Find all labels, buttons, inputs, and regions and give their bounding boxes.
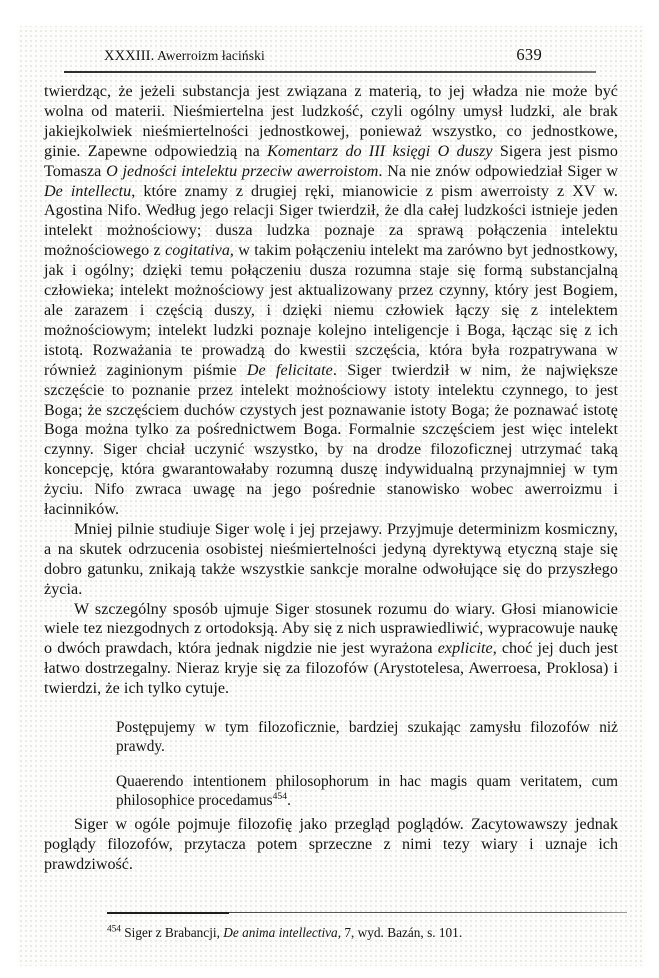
- page-margin-top: [0, 0, 659, 26]
- footnote-454: [107, 925, 607, 941]
- paragraph-1-text-3: . Na nie znów odpowiedział Siger w: [378, 162, 618, 180]
- footnote-number: 454: [107, 924, 121, 935]
- paragraph-1-text-2: Sigera jest pismo Tomasza: [44, 142, 618, 180]
- chapter-number: XXXIII.: [104, 48, 155, 64]
- work-title-komentarz: Komentarz do III księgi O duszy: [267, 142, 493, 160]
- paragraph-1-text-5: , w takim połączeniu intelekt ma zarówno byt jednostkowy, jak i ogólny; dzięki temu połączeniu dusza rozumna staje się formą substancjalną człowieka; intelekt możnościowy jest aktualizowany przez czynny, który jest Bogiem, ale zarazem i częścią duszy, i dzięki niemu człowiek łączy się z intelektem możnościowym; intelekt ludzki poznaje kolejno inteligencje i Boga, łącząc się z ich istotą. Rozważania te prowadzą do kwestii szczęścia, która była rozpatrywana w również zaginionym piśmie: [44, 242, 619, 379]
- blockquote-latin-period: .: [287, 792, 291, 810]
- blockquote-latin: [116, 772, 618, 811]
- term-cogitativa: cogitativa: [165, 242, 230, 260]
- paragraph-1-text-1: twierdząc, że jeżeli substancja jest związana z materią, to jej władza nie może być wolna od materii. Nieśmiertelna jest ludzkość, czyli ogólny umysł ludzki, ale brak jakiejkolwiek nieśmiertelności jednostkowej, ponieważ wszystko, co jednostkowe, ginie. Zapewne odpowiedzią na: [44, 83, 618, 160]
- paragraph-1-text-6: . Siger twierdził w nim, że największe szczęście to poznanie przez intelekt możnościowy istoty intelektu czynnego, to jest Boga; że szczęściem duchów czystych jest poznawanie istoty Boga; że poznawać istotę Boga można tylko za pośrednictwem Boga. Formalnie szczęściem jest więc intelekt czynny. Siger chciał uczynić wszystko, by na drodze filozoficznej utrzymać taką koncepcję, która gwarantowałaby rozumną duszę indywidualną przynajmniej w tym życiu. Nifo zwraca uwagę na jego pośrednie stanowisko wobec awerroizmu i łacinników.: [44, 361, 619, 519]
- paragraph-1: [44, 82, 618, 520]
- page-margin-left: [0, 0, 18, 978]
- work-title-de-intellectu: De intellectu: [44, 182, 132, 200]
- paragraph-1-text-4: , które znamy z drugiej ręki, mianowicie z pism awerroisty z XV w. Agostina Nifo. Według jego relacji Siger twierdził, że dla całej ludzkości istnieje jeden intelekt możnościowy; dusza ludzka poznaje za sprawą połączenia intelektu możnościowego z: [44, 182, 618, 260]
- paragraph-4: Siger w ogóle pojmuje filozofię jako przegląd poglądów. Zacytowawszy jednak poglądy filozofów, przytacza potem sprzeczne z nimi tezy wiary i uznaje ich prawdziwość.: [44, 816, 618, 873]
- paragraph-3-text-1: W szczególny sposób ujmuje Siger stosunek rozumu do wiary. Głosi mianowicie wiele tez niezgodnych z ortodoksją. Aby się z nich usprawiedliwić, wypracowuje naukę o dwóch prawdach, która jednak nigdzie nie jest wyrażona: [44, 600, 618, 658]
- work-title-de-felicitate: De felicitate: [246, 361, 333, 379]
- footnote-reference-454[interactable]: 454: [272, 791, 288, 803]
- blockquote-polish: [116, 718, 618, 757]
- page-margin-right: [645, 0, 659, 978]
- footnote-text-2: , 7, wyd. Bazán, s. 101.: [337, 925, 463, 940]
- footnote-work-title: De anima intellectiva: [223, 925, 338, 940]
- paragraph-3: [44, 600, 618, 700]
- running-head: [104, 45, 542, 65]
- paragraph-3-text-2: , choć jej duch jest łatwo dostrzegalny. Nieraz kryje się za filozofów (Arystotelesa, Awerroesa, Proklosa) i twierdzi, że ich tylko cytuje.: [44, 640, 619, 698]
- footnote-separator-rule: [107, 912, 229, 914]
- chapter-title: Awerroizm łaciński: [154, 48, 265, 63]
- body-text-tail: [44, 815, 618, 875]
- running-head-title: [104, 48, 265, 65]
- work-title-o-jednosci: O jedności intelektu przeciw awerroistom: [106, 162, 379, 180]
- blockquote-polish-text: Postępujemy w tym filozoficznie, bardziej szukając zamysłu filozofów niż prawdy.: [116, 719, 618, 756]
- header-rule: [64, 71, 596, 73]
- paragraph-2: Mniej pilnie studiuje Siger wolę i jej przejawy. Przyjmuje determinizm kosmiczny, a na skutek odrzucenia osobistej nieśmiertelności jedyną dyrektywą etyczną staje się dobro gatunku, znikają także wszystkie sankcje moralne odwołujące się do przyszłego życia.: [44, 520, 618, 598]
- term-explicite: explicite: [437, 640, 493, 658]
- page-number: 639: [516, 45, 542, 64]
- body-text: [44, 82, 618, 699]
- page-margin-bottom: [0, 966, 659, 978]
- scan-artifact-line: [229, 912, 627, 913]
- blockquote-latin-body: Quaerendo intentionem philosophorum in hac magis quam veritatem, cum philosophice procedamus: [116, 773, 618, 810]
- blockquote-latin-text: [116, 772, 618, 811]
- footnote-text-1: Siger z Brabancji,: [120, 925, 224, 940]
